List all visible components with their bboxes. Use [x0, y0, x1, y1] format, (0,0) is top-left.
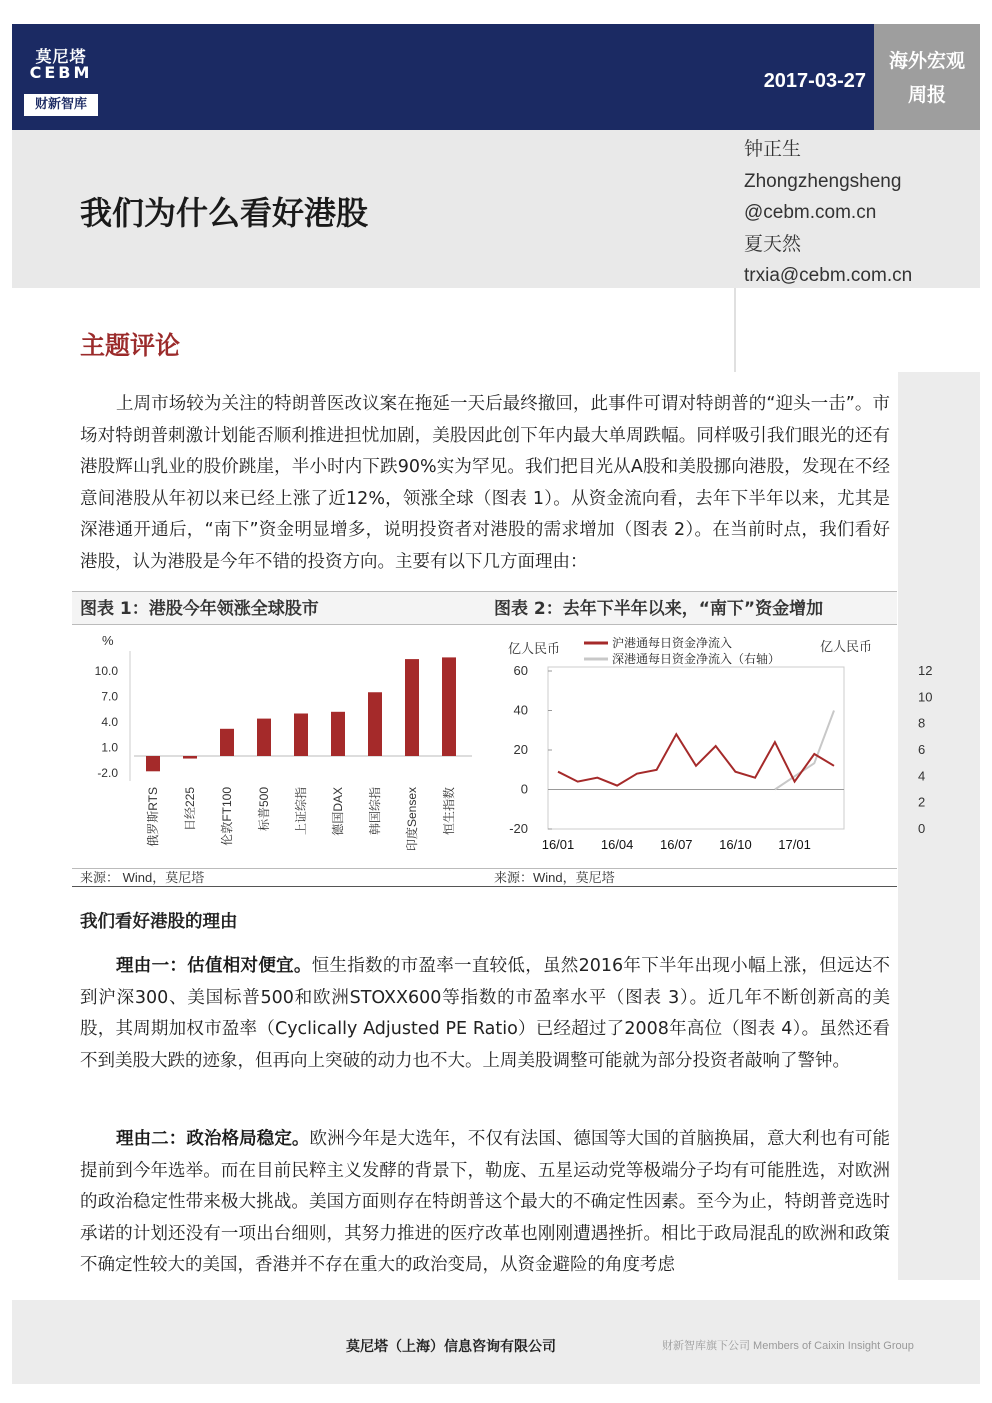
chart2-series-shenzhen-hk	[775, 711, 834, 790]
chart1-x-label: 印度Sensex	[405, 787, 419, 852]
intro-paragraph: 上周市场较为关注的特朗普医改议案在拖延一天后最终撤回，此事件可谓对特朗普的“迎头一击”。市场对特朗普刺激计划能否顺利推进担忧加剧，美股因此创下年内最大单周跌幅。同样吸引我们眼光的还有港股辉山乳业的股价跳崖，半小时内下跌90%实为罕见。我们把目光从A股和美股挪向港股，发现在不经意间港股从年初以来已经上涨了近12%，领涨全球（图表 1）。从资金流向看，去年下半年以来，尤其是深港通开通后，“南下”资金明显增多，说明投资者对港股的需求增加（图表 2）。在当前时点，我们看好港股，认为港股是今年不错的投资方向。主要有以下几方面理由：	[80, 394, 890, 572]
author-block	[744, 134, 912, 292]
author-line: Zhongzhengsheng	[744, 170, 902, 192]
chart2-legend-label: 深港通每日资金净流入（右轴）	[612, 652, 781, 666]
chart1-y-tick: 4.0	[101, 715, 118, 729]
chart2-legend-label: 沪港通每日资金净流入	[612, 636, 733, 650]
chart2-x-tick: 16/04	[600, 837, 634, 852]
chart1-bar	[442, 657, 456, 756]
chart1-bar	[331, 712, 345, 756]
divider	[72, 868, 897, 869]
divider	[734, 288, 736, 372]
chart1-bar	[146, 756, 160, 771]
side-strip	[898, 372, 980, 1280]
figure-2-source: 来源：Wind，莫尼塔	[494, 870, 615, 885]
chart1-x-label: 标普500	[257, 787, 271, 832]
chart2-left-tick: 60	[513, 663, 528, 678]
chart2-left-tick: 20	[513, 742, 528, 757]
reason-2-body: 欧洲今年是大选年，不仅有法国、德国等大国的首脑换届，意大利也有可能提前到今年选举。而在目前民粹主义发酵的背景下，勒庞、五星运动党等极端分子均有可能胜选，对欧洲的政治稳定性带来极大挑战。美国方面则存在特朗普这个最大的不确定性因素。至今为止，特朗普竞选时承诺的计划还没有一项出台细则，其努力推进的医疗改革也刚刚遭遇挫折。相比于政局混乱的欧洲和政策不确定性较大的美国，香港并不存在重大的政治变局，从资金避险的角度考虑	[80, 1129, 891, 1275]
section-title: 主题评论	[80, 331, 181, 360]
chart1-bar	[220, 729, 234, 756]
figure-1-bar-chart	[72, 631, 486, 863]
chart2-series-shanghai-hk	[558, 734, 834, 785]
chart1-bar	[368, 692, 382, 756]
author-line: 夏天然	[744, 233, 802, 255]
chart1-y-tick: 10.0	[94, 664, 118, 678]
page-title: 我们为什么看好港股	[80, 194, 369, 232]
report-date: 2017-03-27	[763, 70, 866, 92]
chart1-bar	[405, 659, 419, 756]
chart1-bar	[257, 719, 271, 756]
chart1-x-label: 上证综指	[294, 787, 308, 836]
footer-company: 莫尼塔（上海）信息咨询有限公司	[346, 1339, 556, 1355]
author-email[interactable]: trxia@cebm.com.cn	[744, 265, 913, 286]
figure-1-source: 来源： Wind，莫尼塔	[80, 870, 205, 885]
reason-1-paragraph	[80, 951, 890, 1077]
chart1-x-label: 韩国综指	[368, 787, 382, 836]
author-line: 钟正生	[744, 139, 802, 160]
reason-1-lead: 理由一：估值相对便宜。	[116, 956, 312, 976]
chart1-x-label: 伦敦FT100	[220, 787, 234, 846]
chart2-x-tick: 17/01	[778, 837, 811, 852]
chart2-x-tick: 16/07	[660, 837, 693, 852]
subheading: 我们看好港股的理由	[80, 912, 238, 932]
chart1-x-label: 恒生指数	[442, 787, 456, 836]
chart2-right-tick: 4	[918, 768, 926, 784]
chart2-right-tick: 10	[918, 689, 933, 705]
chart2-left-axis-unit: 亿人民币	[508, 641, 561, 656]
chart1-x-label: 日经225	[183, 787, 197, 832]
chart2-x-tick: 16/10	[719, 837, 752, 852]
chart2-left-tick: 0	[520, 781, 528, 797]
chart2-left-tick: -20	[509, 821, 528, 836]
divider	[72, 886, 897, 887]
chart2-right-axis-unit: 亿人民币	[820, 639, 873, 654]
chart1-y-tick: 1.0	[101, 740, 118, 755]
chart1-bar	[294, 714, 308, 757]
report-type-line1: 海外宏观	[888, 50, 965, 72]
logo-subtitle: 财新智库	[24, 94, 98, 116]
footer-note: 财新智库旗下公司 Members of Caixin Insight Group	[662, 1340, 914, 1352]
chart2-x-tick: 16/01	[541, 837, 575, 852]
chart1-y-tick: 7.0	[101, 689, 118, 704]
chart2-right-tick: 6	[918, 742, 926, 757]
figure-2-line-chart	[486, 631, 933, 863]
chart2-right-tick: 2	[918, 794, 926, 810]
chart2-right-tick: 8	[918, 715, 926, 731]
chart1-bar	[183, 756, 197, 759]
report-type-line2: 周报	[907, 84, 946, 106]
figure-2-title: 图表 2：去年下半年以来，“南下”资金增加	[486, 591, 897, 625]
chart2-right-tick: 0	[918, 821, 926, 836]
logo-chinese: 莫尼塔	[35, 47, 87, 66]
chart2-right-tick: 12	[918, 663, 933, 678]
logo-english: CEBM	[29, 63, 93, 82]
chart1-y-unit: %	[102, 633, 114, 648]
chart2-left-tick: 40	[513, 702, 528, 718]
chart1-x-label: 德国DAX	[331, 787, 345, 836]
chart1-y-tick: -2.0	[97, 766, 118, 780]
report-type-badge	[874, 24, 980, 130]
reason-1-body: 恒生指数的市盈率一直较低，虽然2016年下半年出现小幅上涨，但远达不到沪深300、美国标普500和欧洲STOXX600等指数的市盈率水平（图表 3）。近几年不断创新高的美股，其周期加权市盈率（Cyclically Adjusted PE Ratio）已经超过了2008年高位（图表 4）。虽然还看不到美股大跌的迹象，但再向上突破的动力也不大。上周美股调整可能就为部分投资者敲响了警钟。	[80, 956, 890, 1071]
chart1-x-label: 俄罗斯RTS	[146, 787, 160, 847]
figure-1-title: 图表 1：港股今年领涨全球股市	[72, 591, 486, 625]
company-logo	[24, 38, 98, 116]
reason-2-lead: 理由二：政治格局稳定。	[116, 1129, 310, 1149]
reason-2-paragraph	[80, 1124, 890, 1282]
figure-row	[72, 591, 933, 886]
author-line: @cebm.com.cn	[744, 202, 877, 223]
